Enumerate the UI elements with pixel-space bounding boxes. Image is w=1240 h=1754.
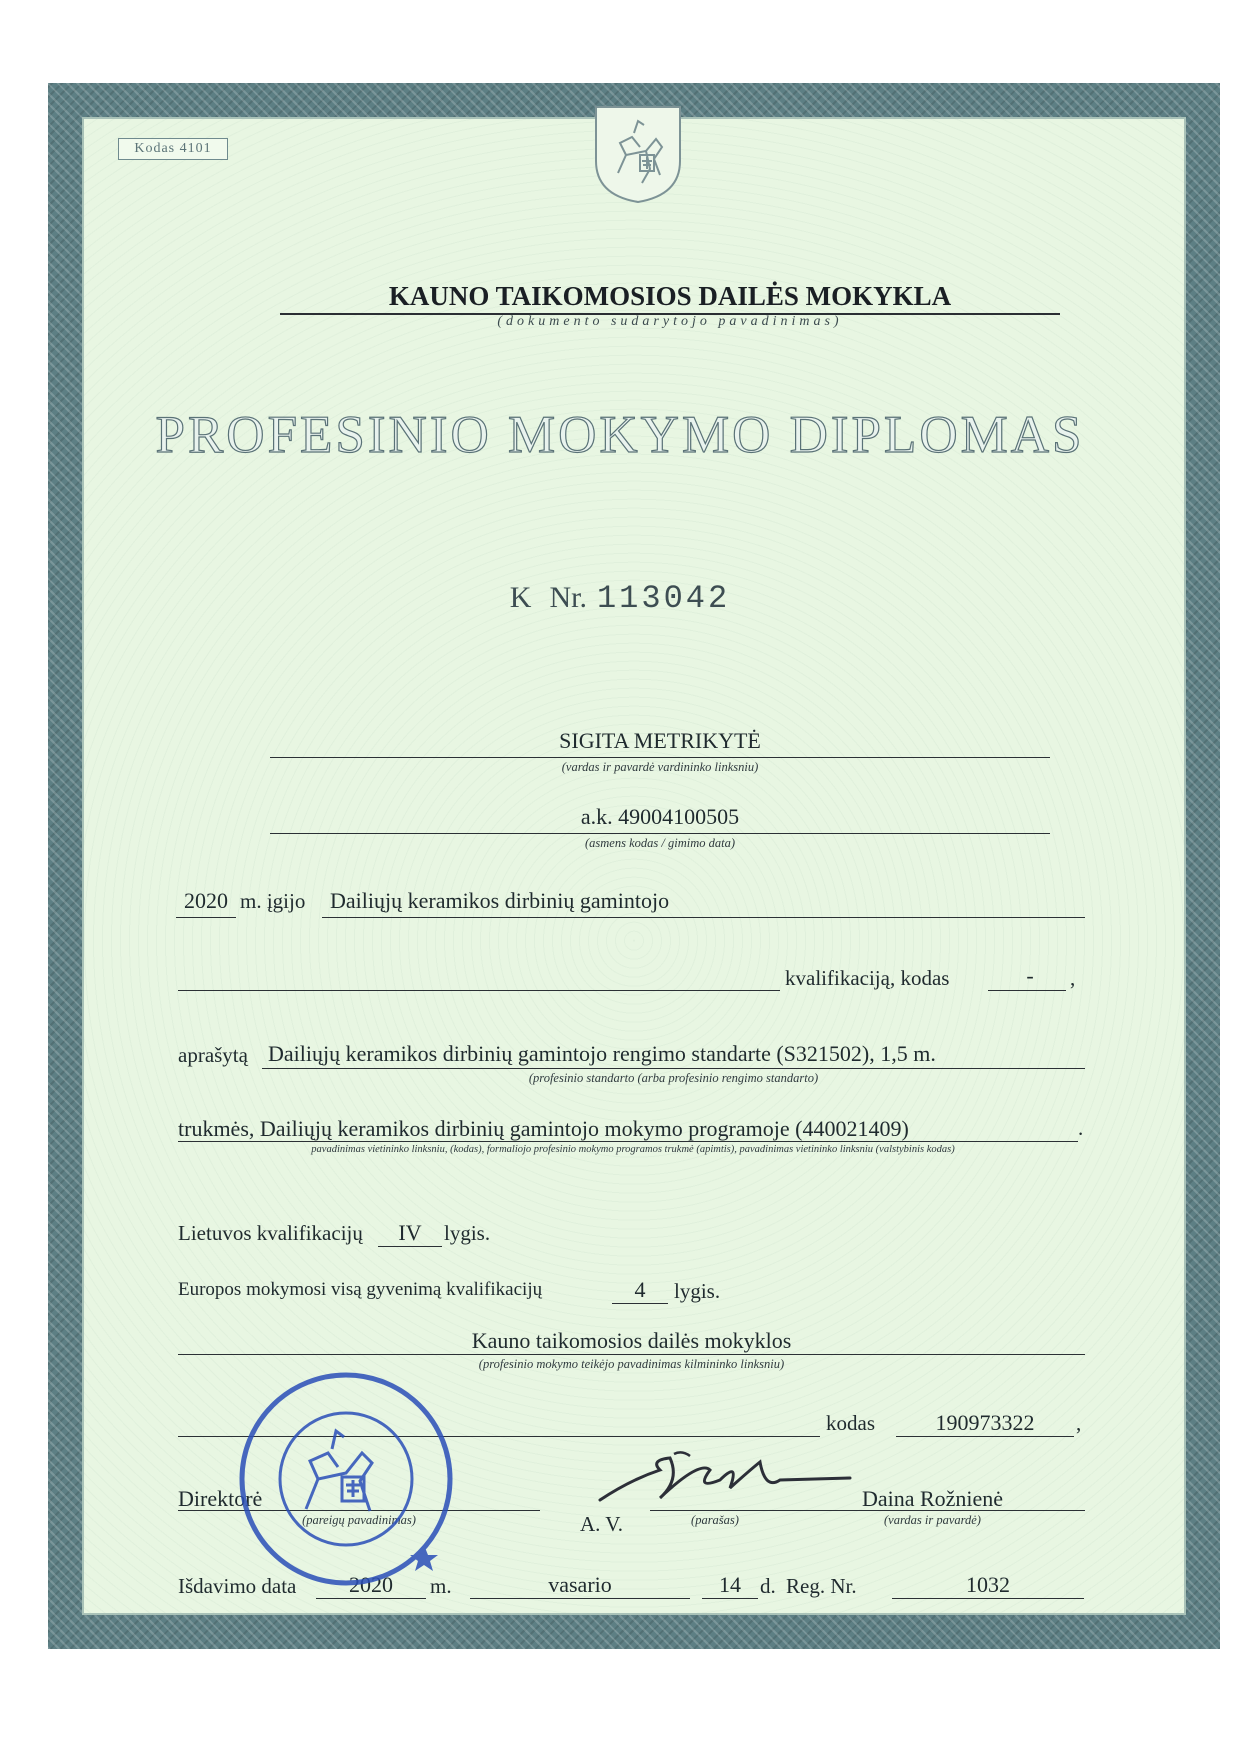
provider-name-line [178,1354,1085,1355]
lt-level-value: IV [398,1220,422,1245]
program-line [178,1141,1078,1142]
qualification-code: - [1026,963,1034,988]
reg-number: 1032 [966,1572,1010,1597]
holder-name: SIGITA METRIKYTĖ [559,728,761,753]
handwritten-signature [590,1440,860,1520]
signer-name: Daina Rožnienė [861,1486,1004,1511]
signer-position: Direktorė [178,1486,263,1511]
kvalifikacija-label: kvalifikaciją, kodas [785,966,950,990]
serial-number [120,580,1120,617]
program-end: . [1078,1116,1084,1140]
reg-number-line [892,1598,1084,1599]
eu-level-line [612,1303,668,1304]
form-code-box: Kodas 4101 [118,138,228,160]
signature-caption: (parašas) [691,1513,739,1527]
personal-code-caption: (asmens kodas / gimimo data) [585,836,735,850]
provider-name: Kauno taikomosios dailės mokyklos [471,1328,792,1353]
aprasyta-label: aprašytą [178,1043,248,1067]
provider-kodas-label: kodas [826,1411,875,1435]
school-name-caption: (dokumento sudarytojo pavadinimas) [497,314,843,329]
av-label: A. V. [580,1512,623,1536]
lt-level-label: Lietuvos kvalifikacijų [178,1221,363,1245]
provider-code: 190973322 [935,1410,1035,1435]
qualification-name-line [322,917,1085,918]
personal-code-line [270,833,1050,834]
personal-code: a.k. 49004100505 [580,804,740,829]
qualification-name: Dailiųjų keramikos dirbinių gamintojo [330,888,670,913]
holder-name-caption: (vardas ir pavardė vardininko linksniu) [561,760,759,774]
standard-line [262,1068,1085,1069]
qualification-code-comma: , [1070,966,1076,990]
qualification-year-text: m. įgijo [240,889,306,913]
issue-date-label: Išdavimo data [178,1574,297,1598]
issue-year-suffix: m. [430,1574,452,1598]
program-caption: pavadinimas vietininko linksniu, (kodas), formaliojo profesinio mokymo programos trukmė (apimtis), pavadinimas vietininko linksniu (valstybinis kodas) [311,1144,955,1155]
holder-name-line [270,757,1050,758]
provider-code-comma: , [1076,1411,1082,1435]
qualification-code-line [988,990,1066,991]
provider-code-line [896,1436,1074,1437]
diploma-title: PROFESINIO MOKYMO DIPLOMAS [155,406,1085,464]
issue-year: 2020 [349,1572,393,1597]
qualification-program: trukmės, Dailiųjų keramikos dirbinių gamintojo mokymo programoje (440021409) [178,1116,909,1141]
issue-day-suffix: d. [760,1574,776,1598]
school-name: KAUNO TAIKOMOSIOS DAILĖS MOKYKLA [280,281,1060,315]
qualification-year: 2020 [184,888,228,913]
eu-level-suffix: lygis. [674,1279,721,1303]
serial-series: K [509,581,532,614]
standard-caption: (profesinio standarto (arba profesinio rengimo standarto) [528,1071,819,1085]
issue-day-line [702,1598,758,1599]
eu-level-label: Europos mokymosi visą gyvenimą kvalifikacijų [178,1279,543,1300]
serial-nr-label: Nr. [549,581,587,614]
lt-level-line [378,1246,442,1247]
serial-number-value: 113042 [596,580,731,617]
reg-label: Reg. Nr. [786,1574,857,1598]
issue-year-line [316,1598,426,1599]
eu-level-value: 4 [634,1277,646,1302]
issue-month-line [470,1598,690,1599]
issue-day: 14 [719,1572,741,1597]
issue-month: vasario [548,1572,612,1597]
qualification-standard: Dailiųjų keramikos dirbinių gamintojo rengimo standarte (S321502), 1,5 m. [268,1041,936,1066]
coat-of-arms-icon [590,103,686,205]
qualification-year-line [176,917,236,918]
qualification-cont-line [178,990,780,991]
signer-caption: (vardas ir pavardė) [884,1513,981,1527]
provider-name-caption: (profesinio mokymo teikėjo pavadinimas kilmininko linksniu) [478,1357,785,1371]
lt-level-suffix: lygis. [444,1221,491,1245]
position-caption: (pareigų pavadinimas) [302,1513,416,1527]
school-stamp [236,1369,456,1589]
